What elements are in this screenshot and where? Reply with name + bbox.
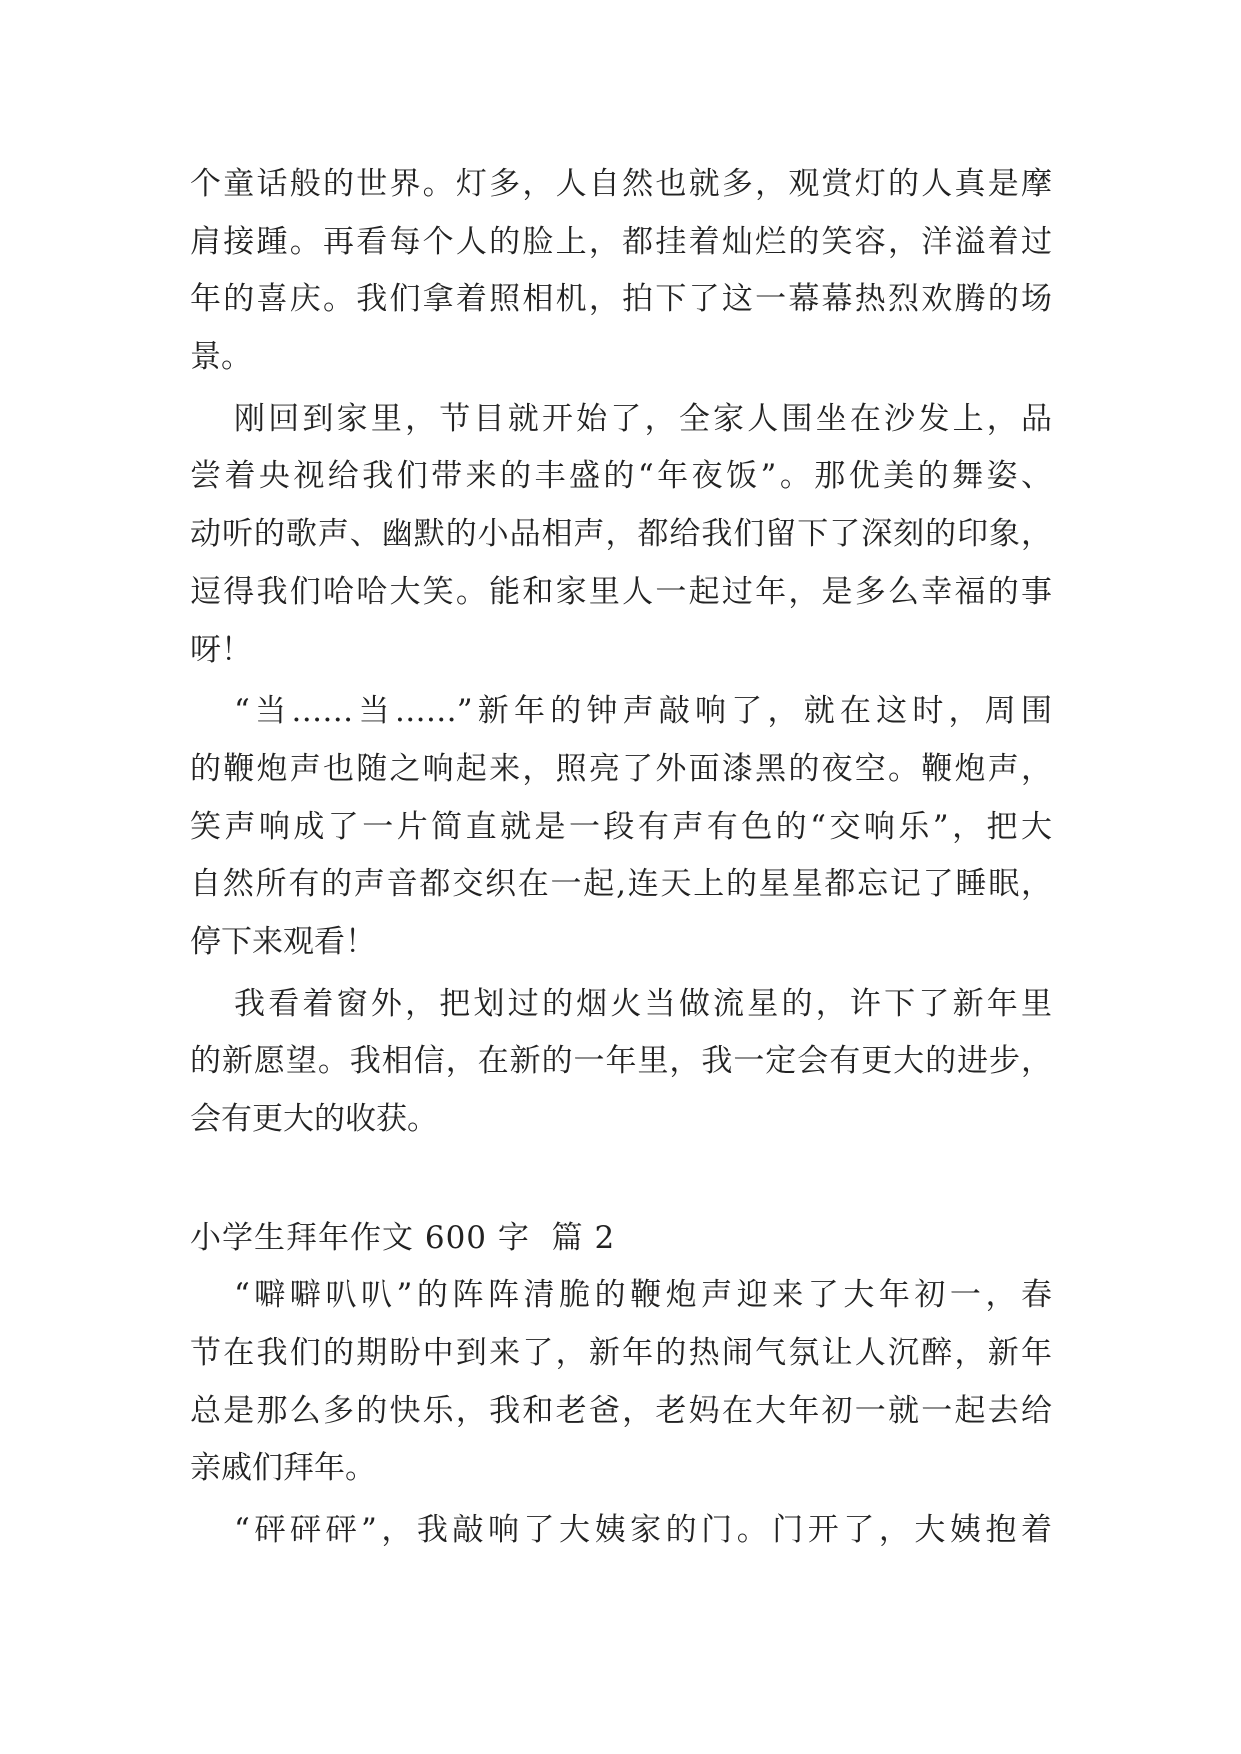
text-line: 亲戚们拜年。 [190,1450,376,1487]
paragraph [190,683,1052,971]
text-line: 刚回到家里，节目就开始了，全家人围坐在沙发上，品 [234,400,1052,437]
text-line: 的鞭炮声也随之响起来，照亮了外面漆黑的夜空。鞭炮声， [190,750,1052,787]
text-line: 会有更大的收获。 [190,1101,438,1137]
paragraph [190,156,1052,387]
text-line: “砰砰砰”，我敲响了大姨家的门。门开了，大姨抱着 [234,1512,1052,1549]
text-line: 呀！ [190,631,252,668]
text-line: 总是那么多的快乐，我和老爸，老妈在大年初一就一起去给 [190,1392,1052,1429]
text-line: 我看着窗外，把划过的烟火当做流星的，许下了新年里 [234,985,1052,1022]
text-line: 年的喜庆。我们拿着照相机，拍下了这一幕幕热烈欢腾的场 [190,281,1052,318]
section-heading: 小学生拜年作文 600 字 篇 2 [190,1219,616,1256]
text-line: 景。 [190,339,252,376]
text-line: “当……当……”新年的钟声敲响了，就在这时，周围 [234,693,1052,730]
text-line: “噼噼叭叭”的阵阵清脆的鞭炮声迎来了大年初一，春 [234,1277,1052,1314]
text-line: 的新愿望。我相信，在新的一年里，我一定会有更大的进步， [190,1043,1052,1080]
paragraph [190,976,1052,1149]
paragraph [190,1502,1052,1560]
paragraph [190,1267,1052,1498]
text-line: 尝着央视给我们带来的丰盛的“年夜饭”。那优美的舞姿、 [190,458,1052,495]
article-body [190,156,1052,1560]
text-line: 节在我们的期盼中到来了，新年的热闹气氛让人沉醉，新年 [190,1335,1052,1372]
paragraph [190,391,1052,679]
text-line: 停下来观看！ [190,923,376,960]
text-line: 笑声响成了一片简直就是一段有声有色的“交响乐”，把大 [190,808,1052,845]
text-line: 自然所有的声音都交织在一起,连天上的星星都忘记了睡眠， [190,866,1052,903]
text-line: 动听的歌声、幽默的小品相声，都给我们留下了深刻的印象， [190,516,1052,553]
text-line: 个童话般的世界。灯多，人自然也就多，观赏灯的人真是摩 [190,166,1052,202]
text-line: 逗得我们哈哈大笑。能和家里人一起过年，是多么幸福的事 [190,573,1052,610]
text-line: 肩接踵。再看每个人的脸上，都挂着灿烂的笑容，洋溢着过 [190,223,1052,260]
